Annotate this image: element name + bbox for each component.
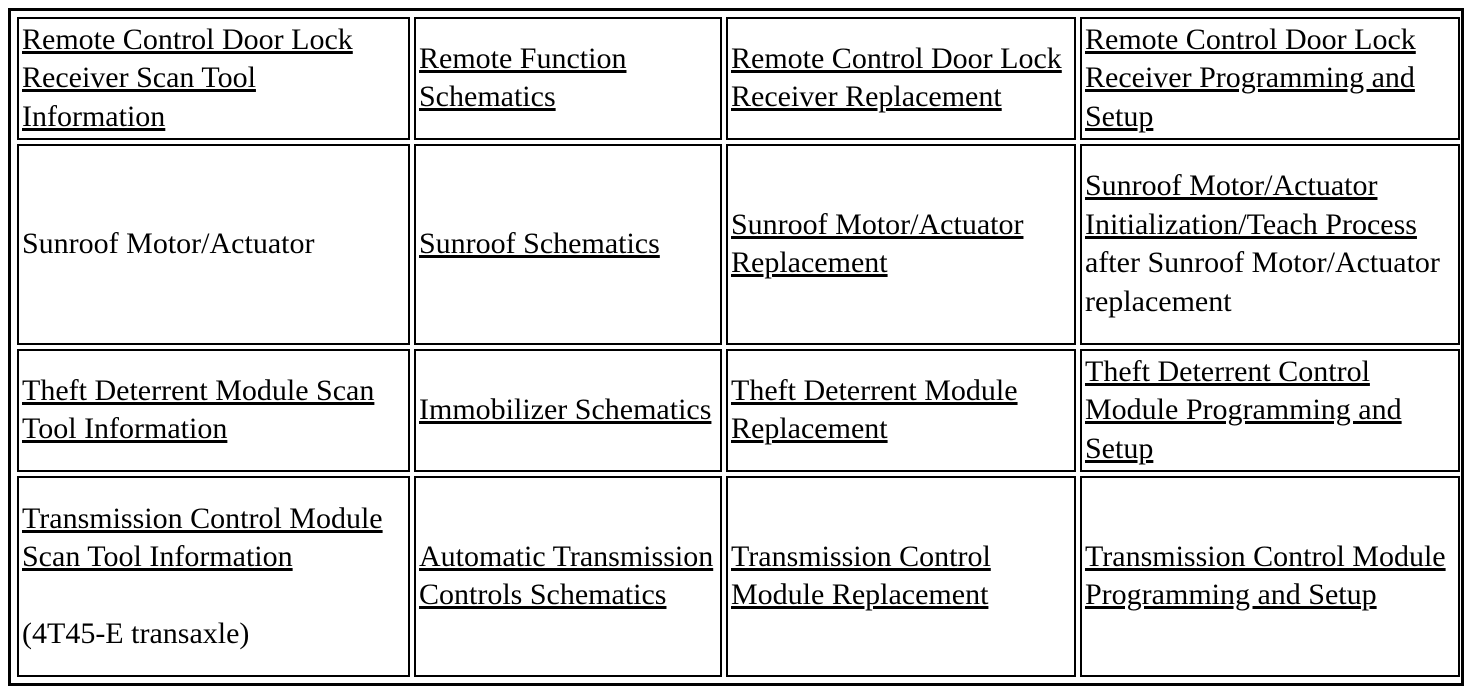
tdm-replacement-link[interactable]: Theft Deterrent Module Replacement	[731, 373, 1018, 446]
sunroof-initialization-note: after Sunroof Motor/Actuator replacement	[1085, 246, 1440, 318]
table-cell	[1080, 17, 1460, 140]
table-row	[17, 17, 1460, 140]
sunroof-schematics-link[interactable]: Sunroof Schematics	[419, 227, 660, 261]
table-cell	[17, 144, 410, 345]
tcm-programming-link[interactable]: Transmission Control Module Programming and Setup	[1085, 539, 1446, 612]
table-cell	[17, 17, 410, 140]
tcm-scan-tool-link[interactable]: Transmission Control Module Scan Tool Information	[22, 501, 383, 574]
table-cell	[1080, 144, 1460, 345]
auto-trans-schematics-link[interactable]: Automatic Transmission Controls Schematics	[419, 539, 714, 612]
rcdlr-scan-tool-link[interactable]: Remote Control Door Lock Receiver Scan Tool Information	[22, 22, 353, 133]
table-cell	[726, 349, 1076, 472]
table-cell	[726, 144, 1076, 345]
service-info-table	[13, 13, 1464, 681]
remote-function-schematics-link[interactable]: Remote Function Schematics	[419, 41, 627, 114]
immobilizer-schematics-link[interactable]: Immobilizer Schematics	[419, 393, 712, 427]
cell-spacer	[22, 577, 404, 615]
table-frame	[8, 8, 1464, 686]
sunroof-motor-replacement-link[interactable]: Sunroof Motor/Actuator Replacement	[731, 207, 1024, 280]
rcdlr-replacement-link[interactable]: Remote Control Door Lock Receiver Replacement	[731, 41, 1062, 114]
table-cell	[726, 476, 1076, 677]
table-row	[17, 349, 1460, 472]
sunroof-initialization-link[interactable]: Sunroof Motor/Actuator Initialization/Teach Process	[1085, 169, 1417, 241]
table-cell	[1080, 476, 1460, 677]
table-cell	[17, 476, 410, 677]
table-cell	[1080, 349, 1460, 472]
tdm-scan-tool-link[interactable]: Theft Deterrent Module Scan Tool Information	[22, 373, 375, 446]
table-cell	[726, 17, 1076, 140]
table-cell	[414, 144, 722, 345]
table-cell	[17, 349, 410, 472]
table-row	[17, 144, 1460, 345]
table-cell	[414, 17, 722, 140]
table-row	[17, 476, 1460, 677]
table-cell	[414, 476, 722, 677]
transaxle-note: (4T45-E transaxle)	[22, 616, 250, 650]
table-cell	[414, 349, 722, 472]
tdcm-programming-link[interactable]: Theft Deterrent Control Module Programming and Setup	[1085, 354, 1402, 465]
rcdlr-programming-link[interactable]: Remote Control Door Lock Receiver Programming and Setup	[1085, 22, 1416, 133]
component-label: Sunroof Motor/Actuator	[22, 227, 315, 261]
tcm-replacement-link[interactable]: Transmission Control Module Replacement	[731, 539, 991, 612]
